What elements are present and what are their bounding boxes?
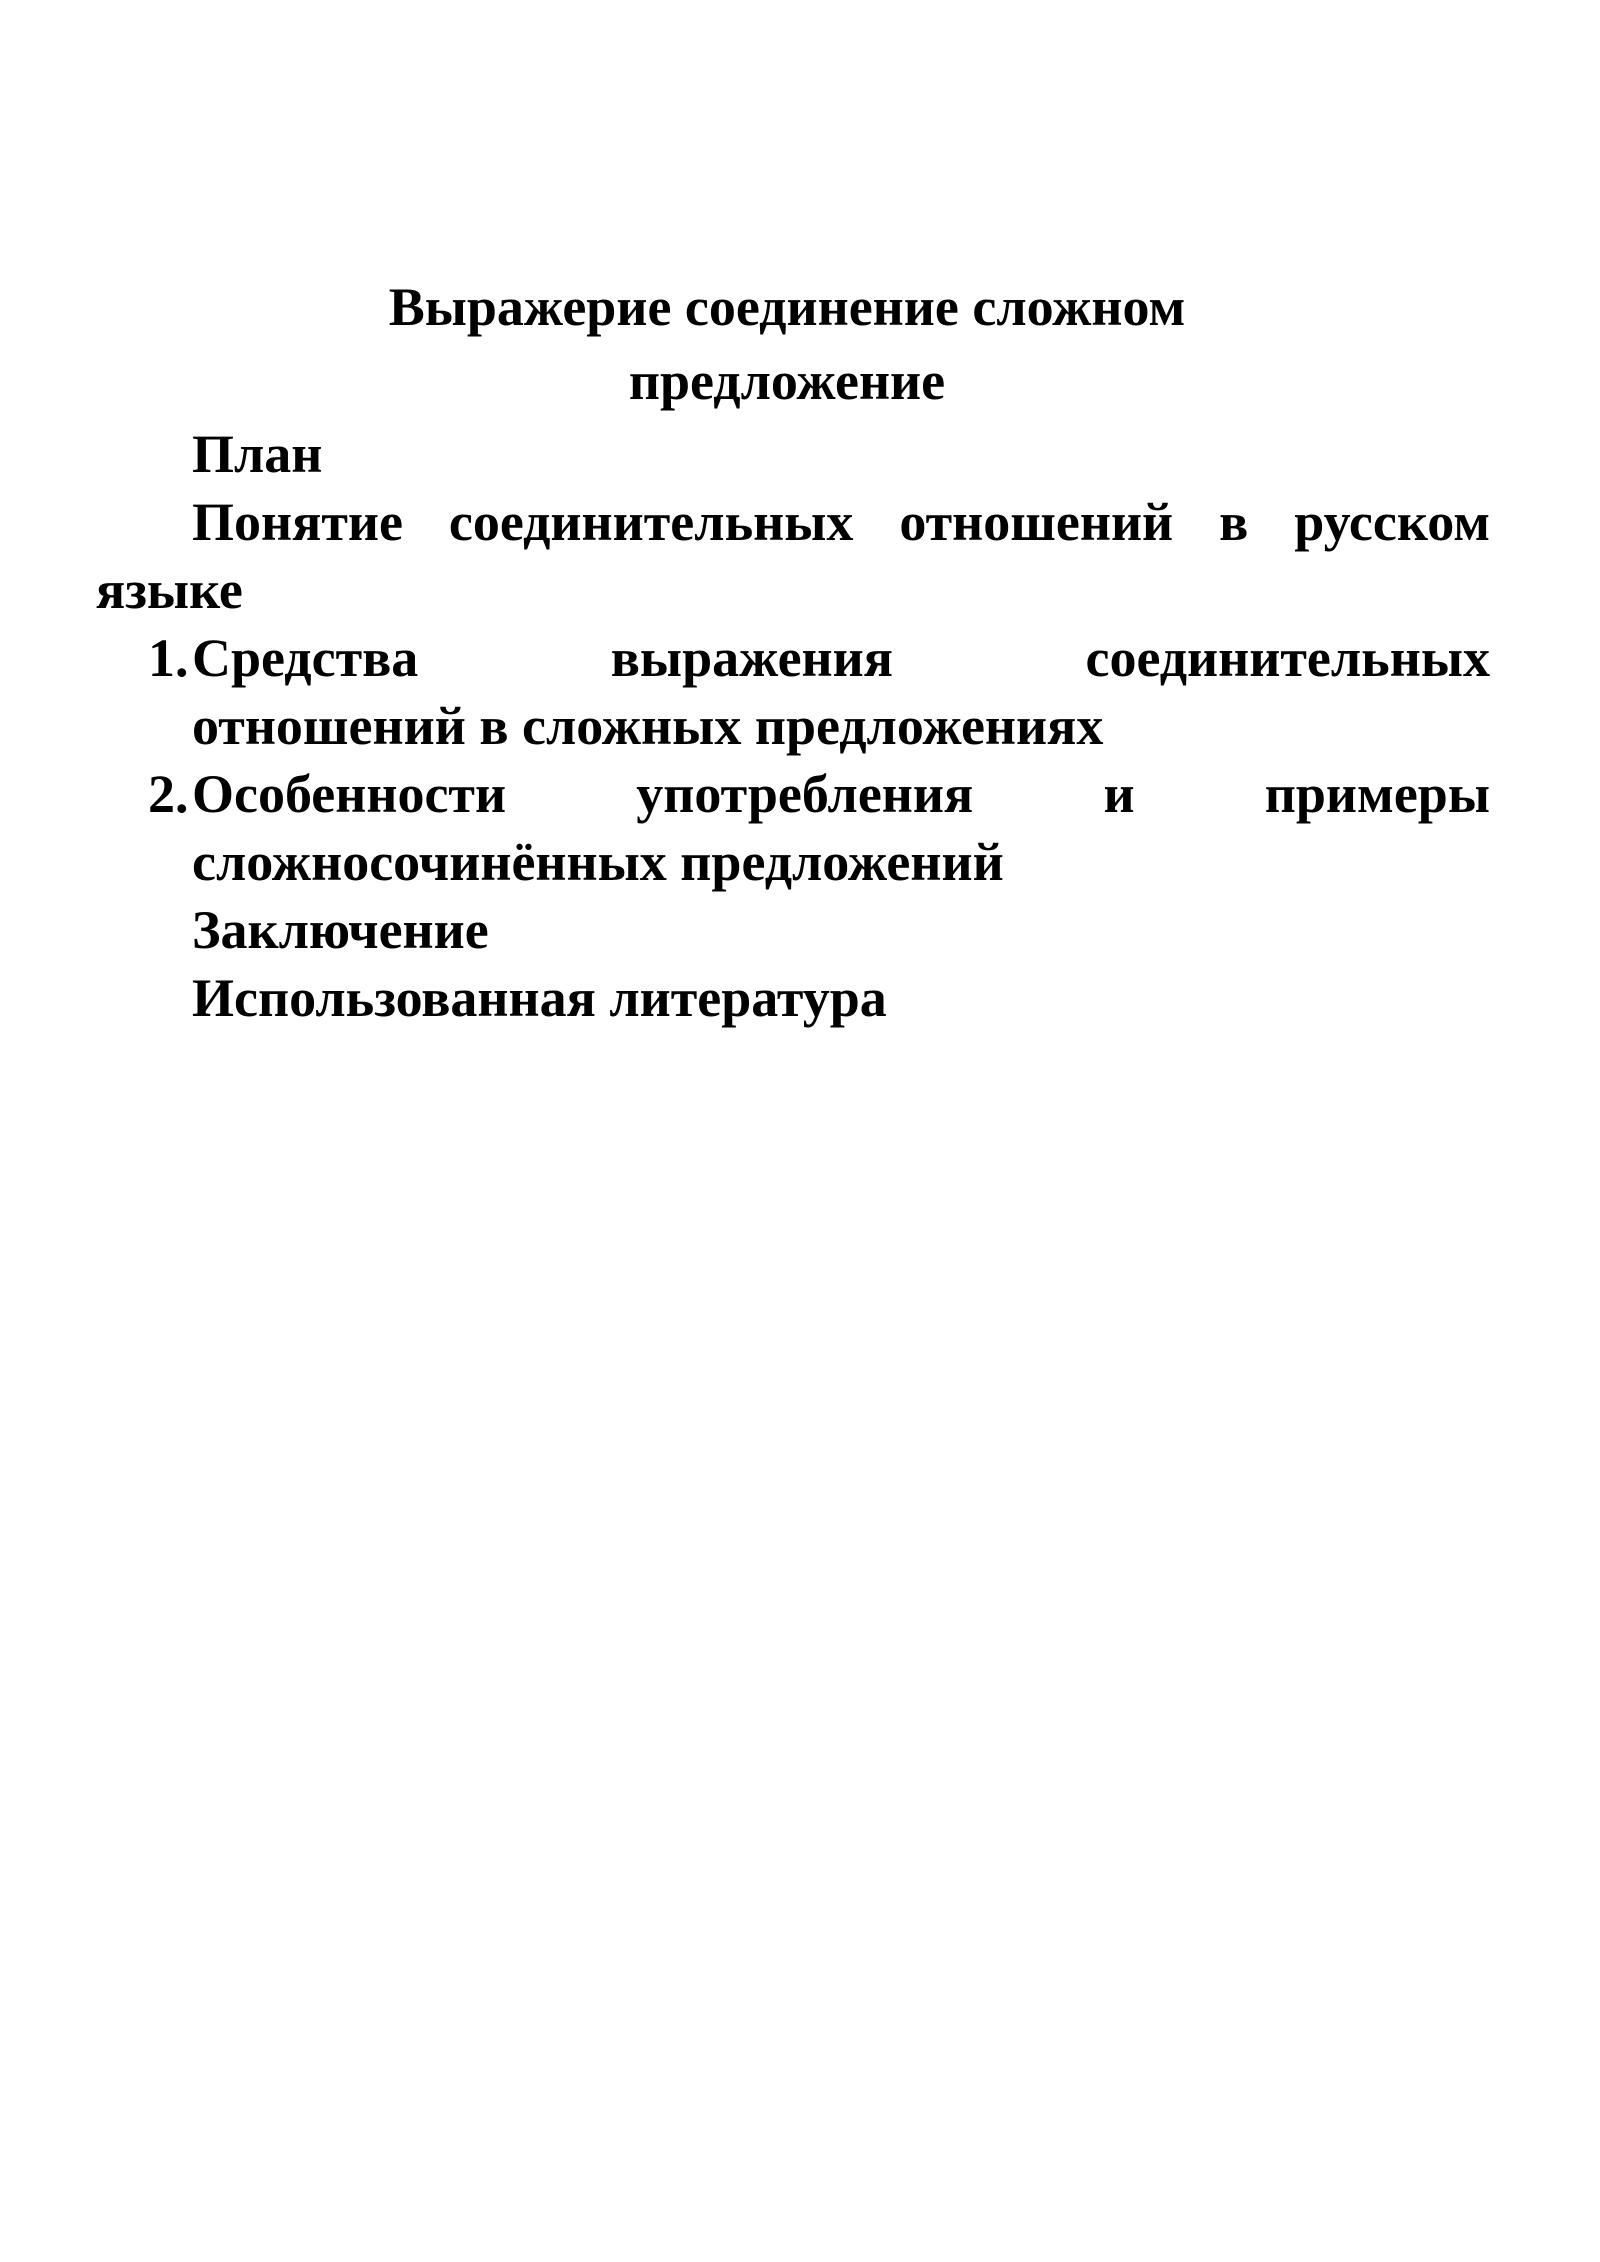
plan-heading: План [192, 424, 323, 484]
intro-paragraph: Понятие соединительных отношений в русском языке [96, 492, 1490, 620]
plan-list-item [96, 624, 1490, 760]
list-item-line: Особенности употребления и примеры [192, 764, 1490, 824]
list-item-line: сложносочинённых предложений [192, 832, 1004, 892]
list-item-line: отношений в сложных предложениях [192, 696, 1104, 756]
plan-list [96, 624, 1490, 896]
list-number: 1. [148, 628, 189, 688]
document-content [96, 270, 1490, 1032]
list-number: 2. [148, 764, 189, 824]
document-title [96, 270, 1212, 418]
title-line-1: Выражерие соединение сложном [388, 277, 1186, 337]
conclusion-line: Заключение [192, 900, 489, 960]
plan-list-item [96, 760, 1490, 896]
list-item-line: Средства выражения соединительных [192, 628, 1490, 688]
title-line-2: предложение [628, 351, 946, 411]
references-line: Использованная литература [192, 968, 887, 1028]
